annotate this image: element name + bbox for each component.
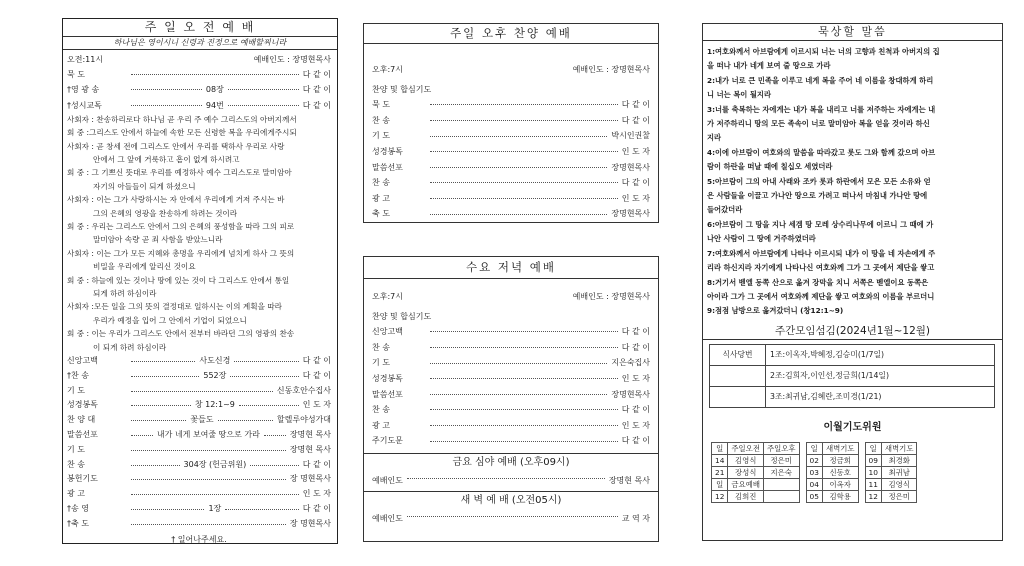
order-value: 다 같 이 [302,85,331,95]
verse-line: 나안 사람이 그 땅에 거주하였더라 [707,234,816,244]
order-value: 지은숙집사 [611,358,650,368]
order-label: 묵 도 [67,70,85,80]
sunday-morning-panel [62,18,338,544]
opening-prayer: 찬양 및 합심기도 [372,311,432,321]
dot-leader [430,182,618,183]
meditation-verses [703,41,1002,319]
order-label: 신앙고백 [372,327,403,337]
order-label: 찬 양 대 [67,415,96,425]
order-value: 다 같 이 [302,504,331,514]
order-value: 인 도 자 [621,193,650,203]
order-label: 기 도 [372,358,390,368]
order-detail: 552장 [203,370,227,380]
order-label: 기 도 [372,131,390,141]
order-label: 말씀선포 [372,162,403,172]
dawn-service-title: 새 벽 예 배 (오전05시) [364,491,658,509]
order-row [372,206,650,222]
prayer-cell: 21 [712,466,728,478]
dot-leader [131,376,199,377]
order-value: 인 도 자 [621,146,650,156]
order-value: 다 같 이 [621,436,650,446]
meal-duty-table [709,344,995,408]
order-label: 광 고 [372,193,390,203]
prayer-header: 일 [712,442,728,454]
meal-duty-row: 3조:최귀남,김혜란,조미경(1/21) [766,386,995,407]
prayer-cell: 신동호 [822,466,858,478]
dot-leader [430,120,618,121]
order-label: 묵 도 [372,100,390,110]
verse-line: 들어갔더라 [707,205,743,215]
dot-leader [430,425,618,426]
responsive-line: 그의 은혜의 영광을 찬송하게 하려는 것이라 [93,208,238,218]
verse-line: 8:거기서 벧엘 동쪽 산으로 옮겨 장막을 치니 서쪽은 벧엘이요 동쪽은 [707,277,929,287]
prayer-header: 일 [865,442,881,454]
order-label: †성시교독 [67,100,102,110]
meditation-panel [702,23,1003,541]
prayer-cell: 정금희 [822,454,858,466]
verse-line: 가 저주하리니 땅의 모든 족속이 너로 말미암아 복을 얻을 것이라 하신 [707,119,930,129]
sunday-morning-title: 주 일 오 전 예 배 [63,19,337,37]
dot-leader [131,420,186,421]
dot-leader [131,479,286,480]
verse-line: 을 떠나 내가 네게 보여 줄 땅으로 가라 [707,61,831,71]
prayer-cell: 지은숙 [763,466,799,478]
friday-leader-label: 예배인도 [372,475,403,485]
order-value: 다 같 이 [302,370,331,380]
verse-line: 7:여호와께서 아브람에게 나타나 이르시되 내가 이 땅을 네 자손에게 주 [707,248,936,258]
verse-line: 은 사람들을 이끌고 가나안 땅으로 가려고 떠나서 마침내 가나안 땅에 [707,191,928,201]
prayer-header: 일 [806,442,822,454]
order-value: 장 명현목사 [289,474,331,484]
dot-leader [430,167,607,168]
prayer-cell [763,478,799,490]
dot-leader [131,509,204,510]
dot-leader [131,435,153,436]
friday-service-title: 금요 심야 예배 (오후09시) [364,453,658,471]
responsive-line: 회 중 : 이는 우리가 그리스도 안에서 전부터 바라던 그의 영광의 찬송 [67,329,295,339]
prayer-header: 새벽기도 [822,442,858,454]
order-label: 주기도문 [372,436,403,446]
dot-leader [250,465,299,466]
prayer-header: 주일오전 [728,442,764,454]
prayer-cell: 02 [806,454,822,466]
dot-leader [131,494,299,495]
order-detail: 내가 네게 보여줄 땅으로 가라 [156,430,260,440]
responsive-line: 사회자 : 이는 그가 모든 지혜와 총명을 우리에게 넘치게 하사 그 뜻의 [67,248,295,258]
order-value: 할렐루야성가대 [276,415,331,425]
order-row [67,398,331,413]
order-value: 인 도 자 [621,373,650,383]
verse-line: 5:아브람이 그의 아내 사래와 조카 롯과 하란에서 모은 모든 소유와 얻 [707,176,931,186]
verse-line: 2:내가 너로 큰 민족을 이루고 네게 복을 주어 네 이름을 창대하게 하리 [707,75,934,85]
service-time: 오전:11시 [67,55,104,64]
order-row [67,82,331,97]
prayer-cell: 최귀남 [881,466,917,478]
dot-leader [131,405,191,406]
prayer-cell: 이옥자 [822,478,858,490]
order-value: 다 같 이 [621,342,650,352]
order-detail: 1장 [208,504,222,514]
dot-leader [131,391,273,392]
order-row [372,418,650,434]
dot-leader [430,378,618,379]
order-row [67,98,331,113]
order-label: 성경봉독 [67,400,98,410]
dot-leader [225,509,298,510]
prayer-cell: 14 [712,454,728,466]
meal-duty-row: 2조:김희자,이인선,정금희(1/14일) [766,365,995,386]
order-value: 장 명현목사 [289,518,331,528]
order-label: 광 고 [67,489,85,499]
order-detail: 사도신경 [199,356,231,366]
sunday-afternoon-title: 주일 오후 찬양 예배 [364,24,658,44]
order-row [372,402,650,418]
responsive-line: 사회자 : 곧 창세 전에 그리스도 안에서 우리를 택하사 우리로 사랑 [67,141,285,151]
order-row [67,502,331,517]
order-row [372,387,650,403]
dot-leader [131,524,286,525]
wednesday-evening-panel [363,256,659,542]
order-detail: 창 12:1~9 [194,400,235,410]
order-label: 봉헌기도 [67,474,98,484]
order-value: 장명현 목사 [289,444,331,454]
dot-leader [430,409,618,410]
verse-line: 니 너는 복이 될지라 [707,90,772,100]
responsive-line: 회 중 : 하늘에 있는 것이나 땅에 있는 것이 다 그리스도 안에서 통일 [67,275,290,285]
prayer-cell: 최경화 [881,454,917,466]
order-label: 찬 송 [372,115,390,125]
order-detail: 꽃들도 [190,415,214,425]
dot-leader [430,151,618,152]
order-value: 장명현목사 [611,389,650,399]
verse-line: 3:너를 축복하는 자에게는 내가 복을 내리고 너를 저주하는 자에게는 내 [707,104,936,114]
dot-leader [430,214,607,215]
opening-prayer: 찬양 및 합심기도 [372,84,432,94]
order-row [372,324,650,340]
prayer-cell: 김학용 [822,490,858,502]
responsive-line: 사회자 :모든 일을 그의 뜻의 결정대로 일하시는 이의 계획을 따라 [67,302,283,312]
prayer-cell: 04 [806,478,822,490]
prayer-cell [763,490,799,502]
prayer-cell: 09 [865,454,881,466]
prayer-cell: 12 [712,490,728,502]
dot-leader [131,74,299,75]
order-row [372,128,650,144]
order-row [372,433,650,449]
order-row [67,354,331,369]
prayer-committee-table [711,442,917,503]
dot-leader [430,198,618,199]
order-value: 다 같 이 [302,100,331,110]
prayer-cell: 10 [865,466,881,478]
order-label: †송 영 [67,504,89,514]
verse-line: 리라 하신지라 자기에게 나타나신 여호와께 그가 그 곳에서 제단을 쌓고 [707,263,935,273]
order-value: 다 같 이 [621,178,650,188]
dot-leader [228,105,299,106]
dot-leader [430,331,618,332]
prayer-cell: 일 [712,478,728,490]
responsive-line: 회 중 : 그 기쁘신 뜻대로 우리를 예정하사 예수 그리스도로 말미암아 [67,168,292,178]
order-row [67,67,331,82]
dot-leader [430,136,607,137]
service-time: 오후:7시 [372,292,403,301]
responsive-line: 우리가 예정을 입어 그 안에서 기업이 되었으니 [93,315,247,325]
friday-leader: 장명현 목사 [608,475,650,485]
responsive-line: 회 중 : 우리는 그리스도 안에서 그의 은혜의 풍성함을 따라 그의 피로 [67,222,295,231]
order-detail: 94번 [205,100,224,110]
order-label: 기 도 [67,444,85,454]
order-row [67,458,331,473]
dot-leader [430,441,618,442]
wednesday-evening-title: 수요 저녁 예배 [364,257,658,279]
dot-leader [239,405,299,406]
order-value: 장명현 목사 [289,430,331,440]
order-row [372,340,650,356]
dot-leader [430,104,618,105]
service-leader: 예배인도 : 장명현목사 [572,65,650,74]
order-value: 다 같 이 [621,327,650,337]
prayer-cell: 김영식 [881,478,917,490]
responsive-line: 이 되게 하려 하심이라 [93,342,167,352]
order-label: 성경봉독 [372,146,403,156]
sunday-afternoon-panel [363,23,659,223]
dot-leader [430,347,618,348]
verse-line: 6:아브람이 그 땅을 지나 세겜 땅 모레 상수리나무에 이르니 그 때에 가 [707,219,934,229]
responsive-line: 자기의 아들들이 되게 하셨으니 [93,181,196,191]
verse-line: 4:이에 아브람이 여호와의 말씀을 따라갔고 롯도 그와 함께 갔으며 아브 [707,147,936,157]
dot-leader [430,394,607,395]
verse-line: 1:여호와께서 아브람에게 이르시되 너는 너의 고향과 친척과 아버지의 집 [707,47,940,56]
order-row [67,369,331,384]
order-value: 인 도 자 [302,400,331,410]
responsive-line: 회 중 :그리스도 안에서 하늘에 속한 모든 신령한 복을 우리에게주시되 [67,128,297,138]
prayer-cell: 03 [806,466,822,478]
prayer-cell: 장성식 [728,466,764,478]
service-leader: 예배인도 : 장명현목사 [572,292,650,301]
verse-line: 람이 하란을 떠날 때에 칠십오 세였더라 [707,162,833,172]
order-value: 인 도 자 [302,489,331,499]
order-row [67,443,331,458]
service-time: 오후:7시 [372,65,403,74]
prayer-cell: 12 [865,490,881,502]
order-row [372,97,650,113]
prayer-cell: 05 [806,490,822,502]
dot-leader [131,105,202,106]
prayer-cell: 정은미 [763,454,799,466]
dot-leader [218,420,273,421]
responsive-line: 사회자 : 이는 그가 사랑하시는 자 안에서 우리에게 거저 주시는 바 [67,195,285,205]
order-label: 말씀선포 [67,430,98,440]
order-label: 찬 송 [372,178,390,188]
order-row [372,371,650,387]
order-row [67,472,331,487]
order-value: 다 같 이 [621,100,650,110]
prayer-header: 주일오후 [763,442,799,454]
order-value: 다 같 이 [621,115,650,125]
order-label: 광 고 [372,420,390,430]
dot-leader [264,435,286,436]
meal-duty-label: 식사당번 [710,344,766,365]
verse-line: 9:점점 남방으로 옮겨갔더니 (창12:1~9) [707,306,844,316]
order-row [372,113,650,129]
prayer-cell: 금요예배 [728,478,764,490]
order-row [67,428,331,443]
dot-leader [234,361,298,362]
order-label: 신앙고백 [67,356,98,366]
order-row [372,355,650,371]
verse-line: 아이라 그가 그 곳에서 여호와께 제단을 쌓고 여호와의 이름을 부르더니 [707,291,935,301]
order-detail: 08장 [205,85,224,95]
order-row [372,144,650,160]
order-label: †축 도 [67,518,89,528]
order-value: 장명현목사 [611,162,650,172]
prayer-cell: 11 [865,478,881,490]
service-leader: 예배인도 : 장명현목사 [253,55,331,64]
order-value: 장명현목사 [611,209,650,219]
prayer-cell: 김영식 [728,454,764,466]
dot-leader [131,89,202,90]
order-row [67,384,331,399]
order-row [372,160,650,176]
order-label: 찬 송 [67,459,85,469]
prayer-cell: 김희진 [728,490,764,502]
order-label: 성경봉독 [372,373,403,383]
dawn-leader: 교 역 자 [621,513,650,523]
responsive-line: 사회자 : 찬송하리로다 하나님 곧 우리 주 예수 그리스도의 아버지께서 [67,114,297,124]
order-label: 축 도 [372,209,390,219]
responsive-line: 말미암아 속량 곧 죄 사함을 받았느니라 [93,235,223,245]
responsive-line: 되게 하려 하심이라 [93,289,157,299]
standing-note: † 일어나주세요. [171,534,227,544]
order-label: 말씀선포 [372,389,403,399]
order-value: 다 같 이 [302,459,331,469]
order-label: †영 광 송 [67,85,100,95]
responsive-line: 안에서 그 앞에 거룩하고 흠이 없게 하시려고 [93,154,240,164]
weekly-schedule-title: 주간모임섬김(2024년1월~12월) [703,322,1002,340]
dot-leader [230,376,298,377]
dot-leader [131,465,180,466]
order-detail: 304장 (헌금위원) [183,459,247,469]
order-row [67,487,331,502]
dot-leader [228,89,299,90]
order-row [67,413,331,428]
responsive-reading [67,113,331,354]
meal-duty-row: 1조:이옥자,박혜정,김승미(1/7일) [766,344,995,365]
dot-leader [131,361,195,362]
prayer-committee-title: 이월기도위원 [823,421,882,433]
order-label: 찬 송 [372,342,390,352]
order-value: 다 같 이 [302,70,331,80]
sunday-morning-subtitle: 하나님은 영이시니 신령과 진정으로 예배할찌니라 [63,37,337,50]
meditation-title: 묵상할 말씀 [703,24,1002,41]
order-value: 다 같 이 [621,405,650,415]
order-row [372,175,650,191]
responsive-line: 비밀을 우리에게 알리신 것이요 [93,262,196,272]
order-value: 다 같 이 [302,356,331,366]
prayer-cell: 정은미 [881,490,917,502]
verse-line: 지라 [707,133,722,143]
order-label: 찬 송 [372,405,390,415]
dot-leader [430,363,607,364]
order-row [372,191,650,207]
order-row [67,517,331,532]
dawn-leader-label: 예배인도 [372,513,403,523]
order-label: †찬 송 [67,370,89,380]
order-value: 인 도 자 [621,420,650,430]
dot-leader [131,450,286,451]
order-label: 기 도 [67,385,85,395]
prayer-header: 새벽기도 [881,442,917,454]
order-value: 박시인권찰 [611,131,650,141]
order-value: 신동호안수집사 [276,385,331,395]
